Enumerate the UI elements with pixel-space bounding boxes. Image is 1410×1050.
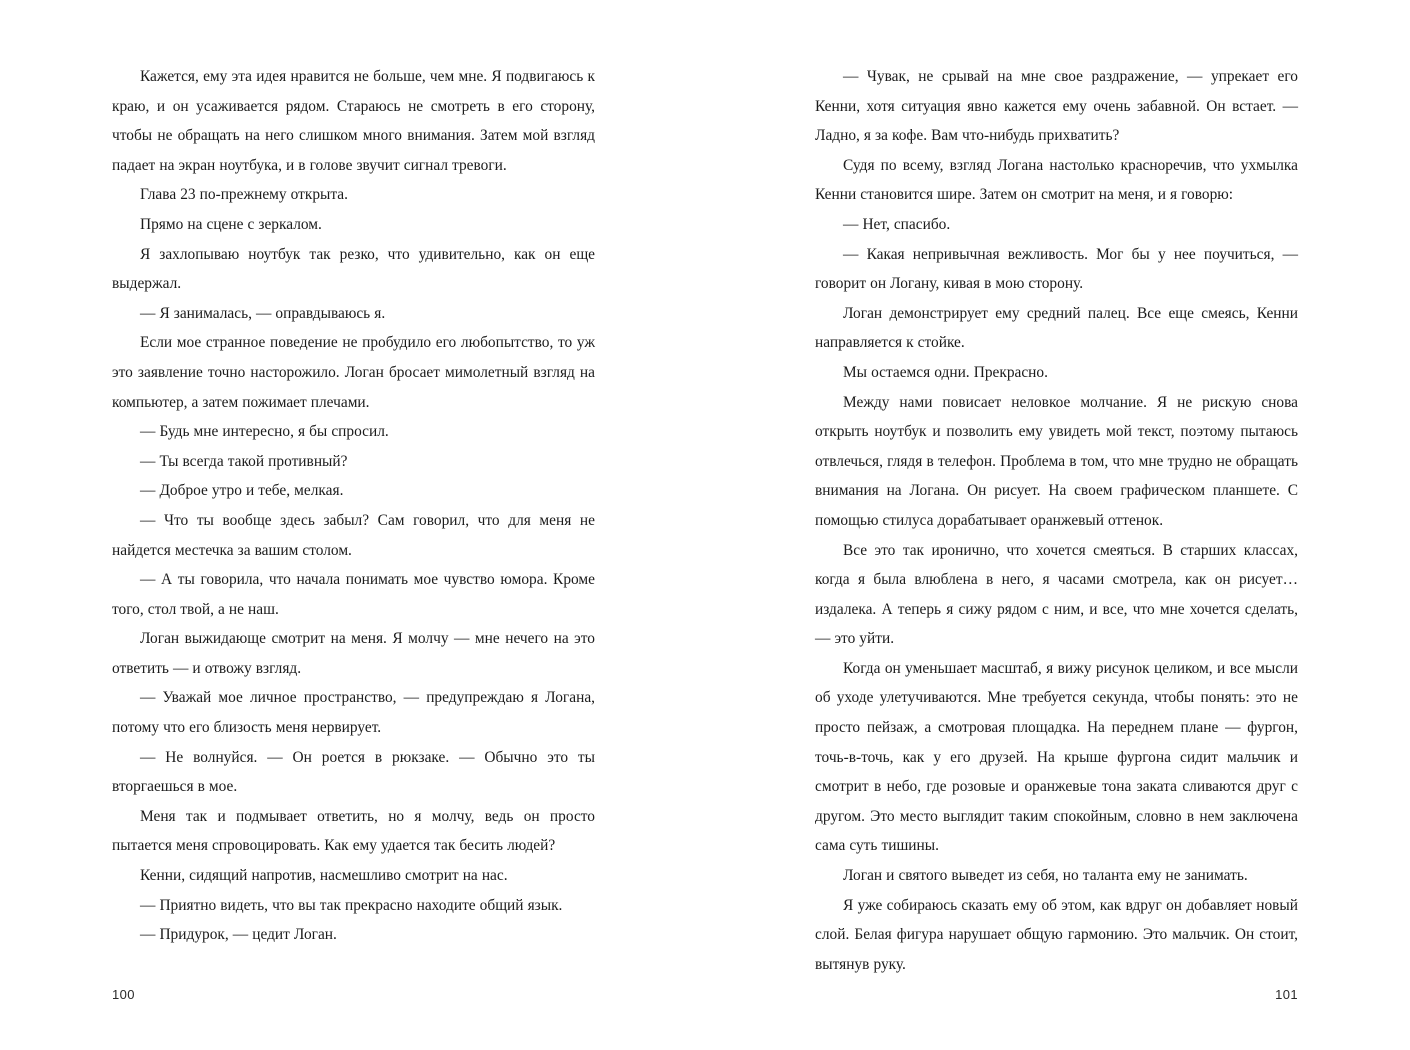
paragraph: — Нет, спасибо. xyxy=(843,215,951,233)
paragraph: Прямо на сцене с зеркалом. xyxy=(140,215,322,233)
paragraph: — Доброе утро и тебе, мелкая. xyxy=(140,482,344,500)
paragraph: Если мое странное поведение не пробудило его любопытство, то уж это заявление точно насторожило. Логан бросает мимолетный взгляд на компьютер, а затем пожимает плечами. xyxy=(112,334,595,411)
paragraph: Я захлопываю ноутбук так резко, что удивительно, как он еще выдержал. xyxy=(112,245,595,293)
paragraph: — Что ты вообще здесь забыл? Сам говорил, что для меня не найдется местечка за вашим столом. xyxy=(112,511,595,559)
paragraph: Мы остаемся одни. Прекрасно. xyxy=(843,363,1048,381)
paragraph: Логан выжидающе смотрит на меня. Я молчу — мне нечего на это ответить — и отвожу взгляд. xyxy=(112,630,595,677)
paragraph: — А ты говорила, что начала понимать мое чувство юмора. Кроме того, стол твой, а не наш. xyxy=(112,571,595,618)
paragraph: Кажется, ему эта идея нравится не больше, чем мне. Я подвигаюсь к краю, и он усаживается рядом. Стараюсь не смотреть в его сторону, чтобы не обращать на него слишком много внимания. Затем мой взгляд падает на экран ноутбука, и в голове звучит сигнал тревоги. xyxy=(112,68,595,174)
paragraph: — Какая непривычная вежливость. Мог бы у нее поучиться, — говорит он Логану, кивая в мою сторону. xyxy=(815,245,1298,293)
paragraph: Кенни, сидящий напротив, насмешливо смотрит на нас. xyxy=(140,867,508,885)
paragraph: — Не волнуйся. — Он роется в рюкзаке. — Обычно это ты вторгаешься в мое. xyxy=(112,748,595,796)
paragraph: — Ты всегда такой противный? xyxy=(140,452,348,470)
page-number-right: 101 xyxy=(1275,987,1298,1002)
paragraph: Логан и святого выведет из себя, но таланта ему не занимать. xyxy=(843,867,1248,885)
paragraph: Между нами повисает неловкое молчание. Я не рискую снова открыть ноутбук и позволить ему увидеть мой текст, поэтому пытаюсь отвлечься, глядя в телефон. Проблема в том, что мне трудно не обращать внимания на Логана. Он рисует. На своем графическом планшете. С помощью стилуса дорабатывает оранжевый оттенок. xyxy=(815,393,1298,529)
paragraph: Судя по всему, взгляд Логана настолько красноречив, что ухмылка Кенни становится шире. Затем он смотрит на меня, и я говорю: xyxy=(815,156,1298,204)
paragraph: — Я занималась, — оправдываюсь я. xyxy=(140,304,386,322)
left-page-text-column xyxy=(112,62,595,950)
paragraph: — Приятно видеть, что вы так прекрасно находите общий язык. xyxy=(140,896,563,914)
right-page-text-column xyxy=(815,62,1298,979)
paragraph: Глава 23 по-прежнему открыта. xyxy=(140,186,348,204)
page-right xyxy=(705,0,1410,1050)
paragraph: Меня так и подмывает ответить, но я молчу, ведь он просто пытается меня спровоцировать. Как ему удается так бесить людей? xyxy=(112,807,595,855)
paragraph: — Уважай мое личное пространство, — предупреждаю я Логана, потому что его близость меня нервирует. xyxy=(112,689,595,737)
paragraph: — Придурок, — цедит Логан. xyxy=(140,926,337,944)
paragraph: — Чувак, не срывай на мне свое раздражение, — упрекает его Кенни, хотя ситуация явно кажется ему очень забавной. Он встает. — Ладно, я за кофе. Вам что-нибудь прихватить? xyxy=(815,68,1298,145)
paragraph: Все это так иронично, что хочется смеяться. В старших классах, когда я была влюблена в него, я часами смотрела, как он рисует… издалека. А теперь я сижу рядом с ним, и все, что мне хочется сделать, — это уйти. xyxy=(815,541,1298,648)
paragraph: Когда он уменьшает масштаб, я вижу рисунок целиком, и все мысли об уходе улетучиваются. Мне требуется секунда, чтобы понять: это не просто пейзаж, а смотровая площадка. На переднем плане — фургон, точь-в-точь, как у его друзей. На крыше фургона сидит мальчик и смотрит в небо, где розовые и оранжевые тона заката сливаются друг с другом. Это место выглядит таким спокойным, словно в нем заключена сама суть тишины. xyxy=(815,659,1298,855)
paragraph: — Будь мне интересно, я бы спросил. xyxy=(140,423,389,441)
page-number-left: 100 xyxy=(112,987,135,1002)
paragraph: Логан демонстрирует ему средний палец. Все еще смеясь, Кенни направляется к стойке. xyxy=(815,304,1298,352)
paragraph: Я уже собираюсь сказать ему об этом, как вдруг он добавляет новый слой. Белая фигура нарушает общую гармонию. Это мальчик. Он стоит, вытянув руку. xyxy=(815,896,1298,973)
